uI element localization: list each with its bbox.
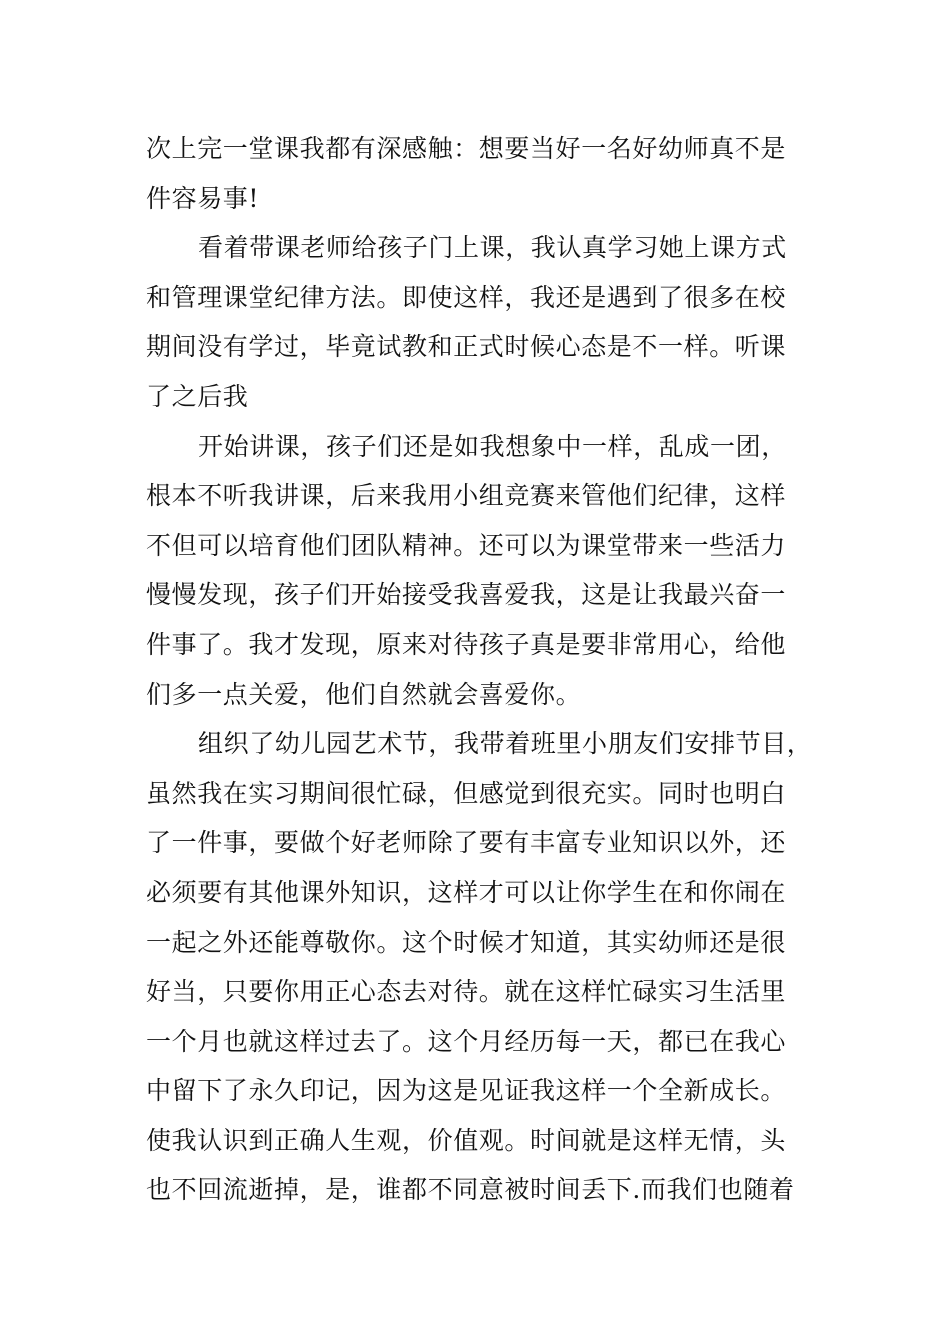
text-line: 不但可以培育他们团队精神。还可以为课堂带来一些活力 bbox=[146, 530, 787, 560]
text-line: 了一件事，要做个好老师除了要有丰富专业知识以外，还 bbox=[146, 828, 787, 858]
text-line-first: 看着带课老师给孩子门上课，我认真学习她上课方式 bbox=[198, 233, 787, 263]
text-line: 期间没有学过，毕竟试教和正式时候心态是不一样。听课 bbox=[146, 332, 787, 362]
text-line: 一起之外还能尊敬你。这个时候才知道，其实幼师还是很 bbox=[146, 927, 787, 957]
paragraph-3 bbox=[146, 422, 810, 720]
text-line: 件容易事! bbox=[146, 183, 260, 213]
text-line: 好当，只要你用正心态去对待。就在这样忙碌实习生活里 bbox=[146, 977, 787, 1007]
text-line: 一个月也就这样过去了。这个月经历每一天，都已在我心 bbox=[146, 1026, 787, 1056]
text-line-first: 开始讲课，孩子们还是如我想象中一样，乱成一团， bbox=[198, 431, 787, 461]
text-line: 使我认识到正确人生观，价值观。时间就是这样无情，头 bbox=[146, 1125, 787, 1155]
paragraph-1 bbox=[146, 124, 810, 223]
text-line: 虽然我在实习期间很忙碌，但感觉到很充实。同时也明白 bbox=[146, 778, 787, 808]
text-line: 慢慢发现，孩子们开始接受我喜爱我，这是让我最兴奋一 bbox=[146, 580, 787, 610]
text-line-first: 组织了幼儿园艺术节，我带着班里小朋友们安排节目， bbox=[198, 729, 813, 759]
text-line: 中留下了永久印记，因为这是见证我这样一个全新成长。 bbox=[146, 1076, 787, 1106]
text-line: 和管理课堂纪律方法。即使这样，我还是遇到了很多在校 bbox=[146, 282, 787, 312]
text-line: 也不回流逝掉，是，谁都不同意被时间丢下.而我们也随着 bbox=[146, 1175, 795, 1205]
text-line: 必须要有其他课外知识，这样才可以让你学生在和你闹在 bbox=[146, 877, 787, 907]
document-page bbox=[146, 124, 813, 1215]
text-line: 件事了。我才发现，原来对待孩子真是要非常用心，给他 bbox=[146, 629, 787, 659]
paragraph-4 bbox=[146, 719, 813, 1215]
text-line: 根本不听我讲课，后来我用小组竞赛来管他们纪律，这样 bbox=[146, 481, 787, 511]
paragraph-2 bbox=[146, 223, 810, 421]
text-line: 了之后我 bbox=[146, 381, 249, 411]
text-line: 次上完一堂课我都有深感触：想要当好一名好幼师真不是 bbox=[146, 134, 787, 163]
text-line: 们多一点关爱，他们自然就会喜爱你。 bbox=[146, 679, 582, 709]
